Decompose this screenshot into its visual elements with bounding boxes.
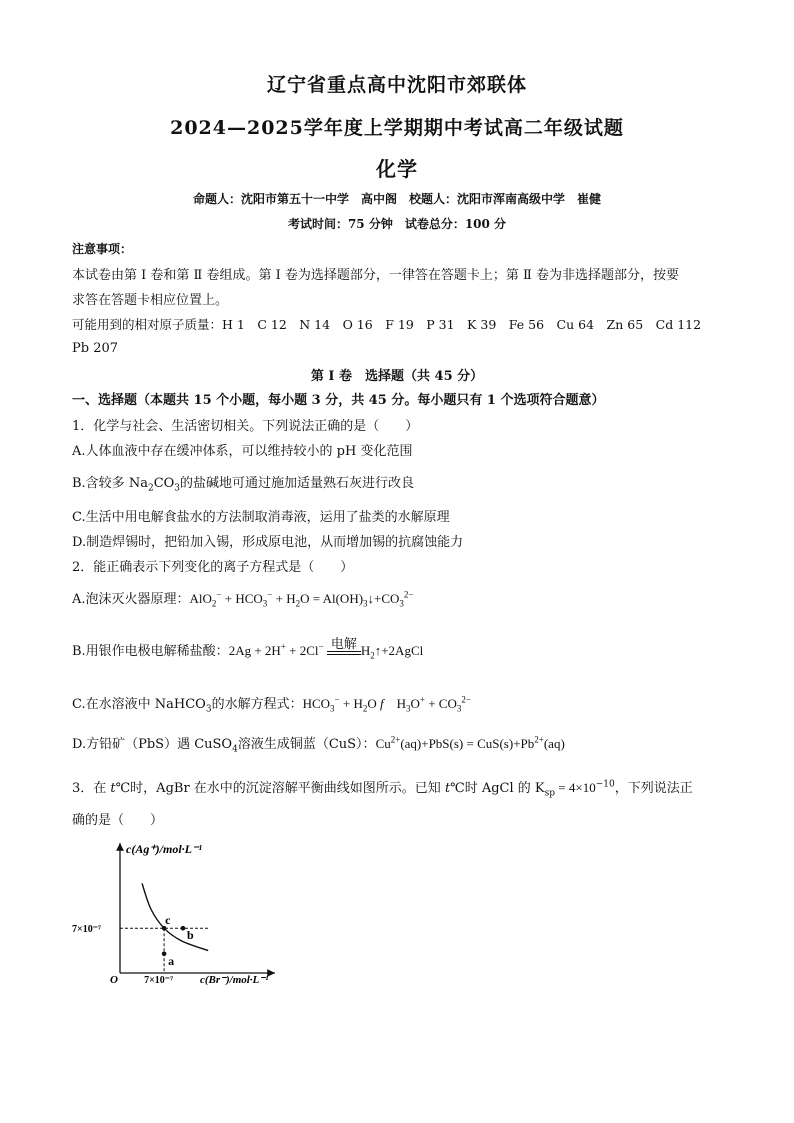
atomic-masses-line-1: 可能用到的相对原子质量：H 1 C 12 N 14 O 16 F 19 P 31 K 39 Fe 56 Cu 64 Zn 65 Cd 112 — [72, 317, 702, 332]
q1-option-d: D.制造焊锡时，把铅加入锡，形成原电池，从而增加锡的抗腐蚀能力 — [72, 535, 464, 550]
q2-option-a: A.泡沫灭火器原理：$AlO_2^- + HCO_3^- + H_2O$ = $Al(OH)_3↓+CO_3^{2-}$ — [72, 589, 414, 609]
q1-option-a: A.人体血液中存在缓冲体系，可以维持较小的 pH 变化范围 — [72, 444, 413, 459]
subject-title: 化学 — [376, 157, 418, 181]
q1-stem: 1．化学与社会、生活密切相关。下列说法正确的是（ ） — [72, 419, 419, 434]
q2-option-c: C.在水溶液中 NaHCO$_3$的水解方程式：$HCO_3^- + H_2O$ f $H_3O^+ + CO_3^{2-}$ — [72, 694, 471, 715]
point-b — [181, 926, 186, 931]
notes-line-2: 求答在答题卡相应位置上。 — [72, 293, 229, 308]
q3-stem-line-1: 3．在 t℃时，AgBr 在水中的沉淀溶解平衡曲线如图所示。已知 t℃时 AgCl 的 $K_{sp} = 4\times 10^{-10}$，下列说法正 — [72, 779, 693, 799]
notes-line-1: 本试卷由第 Ⅰ 卷和第 Ⅱ 卷组成。第 Ⅰ 卷为选择题部分，一律答在答题卡上；第 Ⅱ 卷为非选择题部分，按要 — [72, 268, 680, 283]
origin-label: O — [110, 974, 118, 985]
section-title: 第 Ⅰ 卷 选择题（共 45 分） — [310, 369, 484, 384]
point-label-b: b — [187, 928, 194, 943]
section-instructions: 一、选择题（本题共 15 个小题，每小题 3 分，共 45 分。每小题只有 1 个选项符合题意） — [72, 393, 605, 408]
q2-option-d: D.方铅矿（PbS）遇 CuSO$_4$溶液生成铜蓝（CuS）：$Cu^{2+}(aq)+PbS(s) = CuS(s)+Pb^{2+}(aq)$ — [72, 734, 565, 755]
point-label-c: c — [165, 913, 171, 928]
agbr-solubility-chart — [70, 835, 300, 985]
q3-stem-line-2: 确的是（ ） — [72, 813, 164, 828]
notes-heading: 注意事项： — [72, 242, 133, 256]
atomic-masses-line-2: Pb 207 — [72, 341, 119, 356]
title-line-2: 2024—2025学年度上学期期中考试高二年级试题 — [170, 117, 624, 139]
y-tick-label: 7×10⁻⁷ — [72, 924, 101, 936]
q1-option-c: C.生活中用电解食盐水的方法制取消毒液，运用了盐类的水解原理 — [72, 510, 450, 525]
point-label-a: a — [168, 953, 175, 968]
authors-line: 命题人：沈阳市第五十一中学 高中阁 校题人：沈阳市浑南高级中学 崔健 — [192, 192, 601, 206]
point-a — [162, 952, 167, 957]
solubility-curve — [142, 883, 208, 950]
x-tick-label: 7×10⁻⁷ — [144, 975, 174, 985]
title-line-1: 辽宁省重点高中沈阳市郊联体 — [266, 74, 527, 96]
exam-info: 考试时间：75 分钟 试卷总分：100 分 — [287, 217, 507, 231]
q2-option-b: B.用银作电极电解稀盐酸：2Ag + 2H+ + 2Cl− 电解 $H_2↑+2AgCl$ — [72, 637, 424, 661]
q1-option-b: B.含较多 $Na_2CO_3$的盐碱地可通过施加适量熟石灰进行改良 — [72, 476, 415, 494]
q2-stem: 2．能正确表示下列变化的离子方程式是（ ） — [72, 560, 354, 575]
y-axis-label: c(Ag⁺)/mol·L⁻¹ — [126, 842, 202, 856]
x-axis-label: c(Br⁻)/mol·L⁻¹ — [200, 974, 269, 985]
